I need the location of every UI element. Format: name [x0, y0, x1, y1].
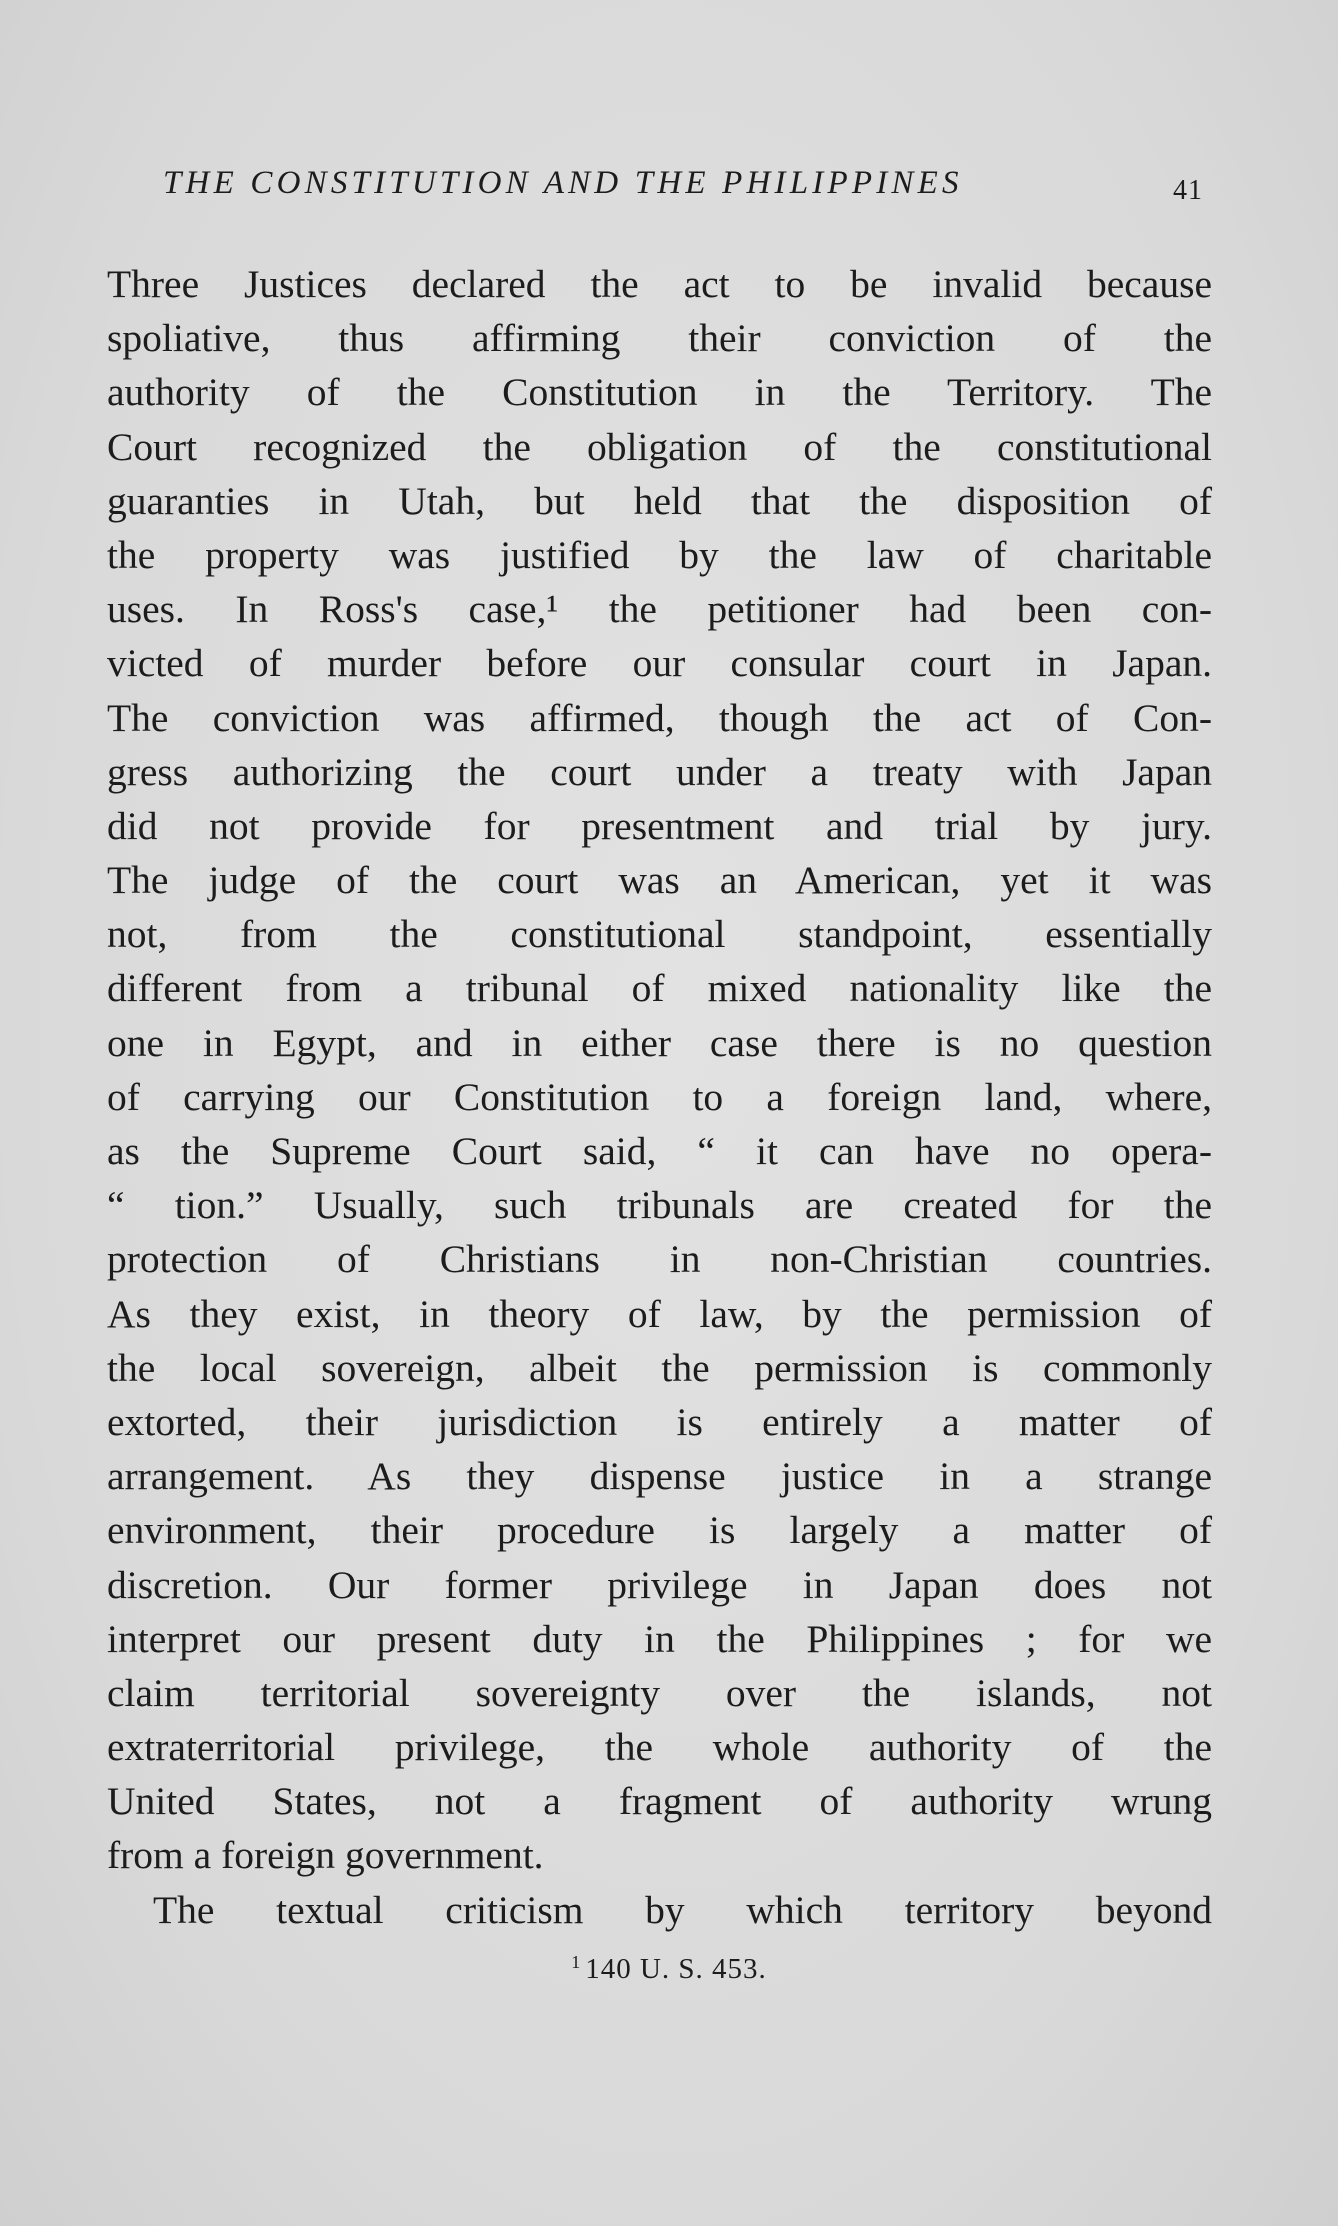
footnote-marker: 1 — [571, 1952, 582, 1972]
text-line: United States, not a fragment of authority wrung — [107, 1779, 1212, 1824]
page-number: 41 — [1173, 175, 1203, 206]
running-head — [163, 165, 1203, 215]
text-line: victed of murder before our consular court in Japan. — [107, 641, 1212, 686]
text-line: did not provide for presentment and trial by jury. — [107, 803, 1212, 848]
text-line: authority of the Constitution in the Territory. The — [107, 370, 1212, 415]
text-line: of carrying our Constitution to a foreign land, where, — [107, 1074, 1212, 1119]
text-line: environment, their procedure is largely a matter of — [107, 1508, 1212, 1553]
text-line: from a foreign government. — [107, 1833, 544, 1878]
footnote — [0, 1952, 1338, 1986]
text-line: The judge of the court was an American, yet it was — [107, 858, 1212, 903]
text-line: different from a tribunal of mixed nationality like the — [107, 966, 1212, 1011]
text-line: one in Egypt, and in either case there is no question — [107, 1020, 1212, 1065]
text-line: spoliative, thus affirming their conviction of the — [107, 316, 1212, 361]
text-line: claim territorial sovereignty over the islands, not — [107, 1670, 1212, 1715]
text-line: extorted, their jurisdiction is entirely a matter of — [107, 1399, 1212, 1444]
text-line: discretion. Our former privilege in Japan does not — [107, 1562, 1212, 1607]
text-line: As they exist, in theory of law, by the permission of — [107, 1291, 1212, 1336]
text-line: arrangement. As they dispense justice in a strange — [107, 1454, 1212, 1499]
footnote-text: 140 U. S. 453. — [585, 1953, 767, 1985]
text-line: protection of Christians in non-Christian countries. — [107, 1237, 1212, 1282]
text-line: guaranties in Utah, but held that the disposition of — [107, 478, 1212, 523]
text-line: “ tion.” Usually, such tribunals are created for the — [107, 1183, 1212, 1228]
text-line: The conviction was affirmed, though the act of Con- — [107, 695, 1212, 740]
text-line: Court recognized the obligation of the constitutional — [107, 424, 1212, 469]
text-line: gress authorizing the court under a treaty with Japan — [107, 749, 1212, 794]
running-head-title: THE CONSTITUTION AND THE PHILIPPINES — [163, 165, 963, 201]
text-line: extraterritorial privilege, the whole authority of the — [107, 1725, 1212, 1770]
text-line: the property was justified by the law of charitable — [107, 532, 1212, 577]
text-line: Three Justices declared the act to be invalid because — [107, 262, 1212, 306]
text-line: uses. In Ross's case,¹ the petitioner had been con- — [107, 587, 1212, 632]
text-line: as the Supreme Court said, “ it can have no opera- — [107, 1129, 1212, 1173]
text-line: The textual criticism by which territory beyond — [153, 1887, 1212, 1932]
body-text — [107, 257, 1212, 1937]
text-line: the local sovereign, albeit the permission is commonly — [107, 1345, 1212, 1390]
text-line: interpret our present duty in the Philippines ; for we — [107, 1616, 1212, 1661]
text-line: not, from the constitutional standpoint, essentially — [107, 912, 1212, 957]
